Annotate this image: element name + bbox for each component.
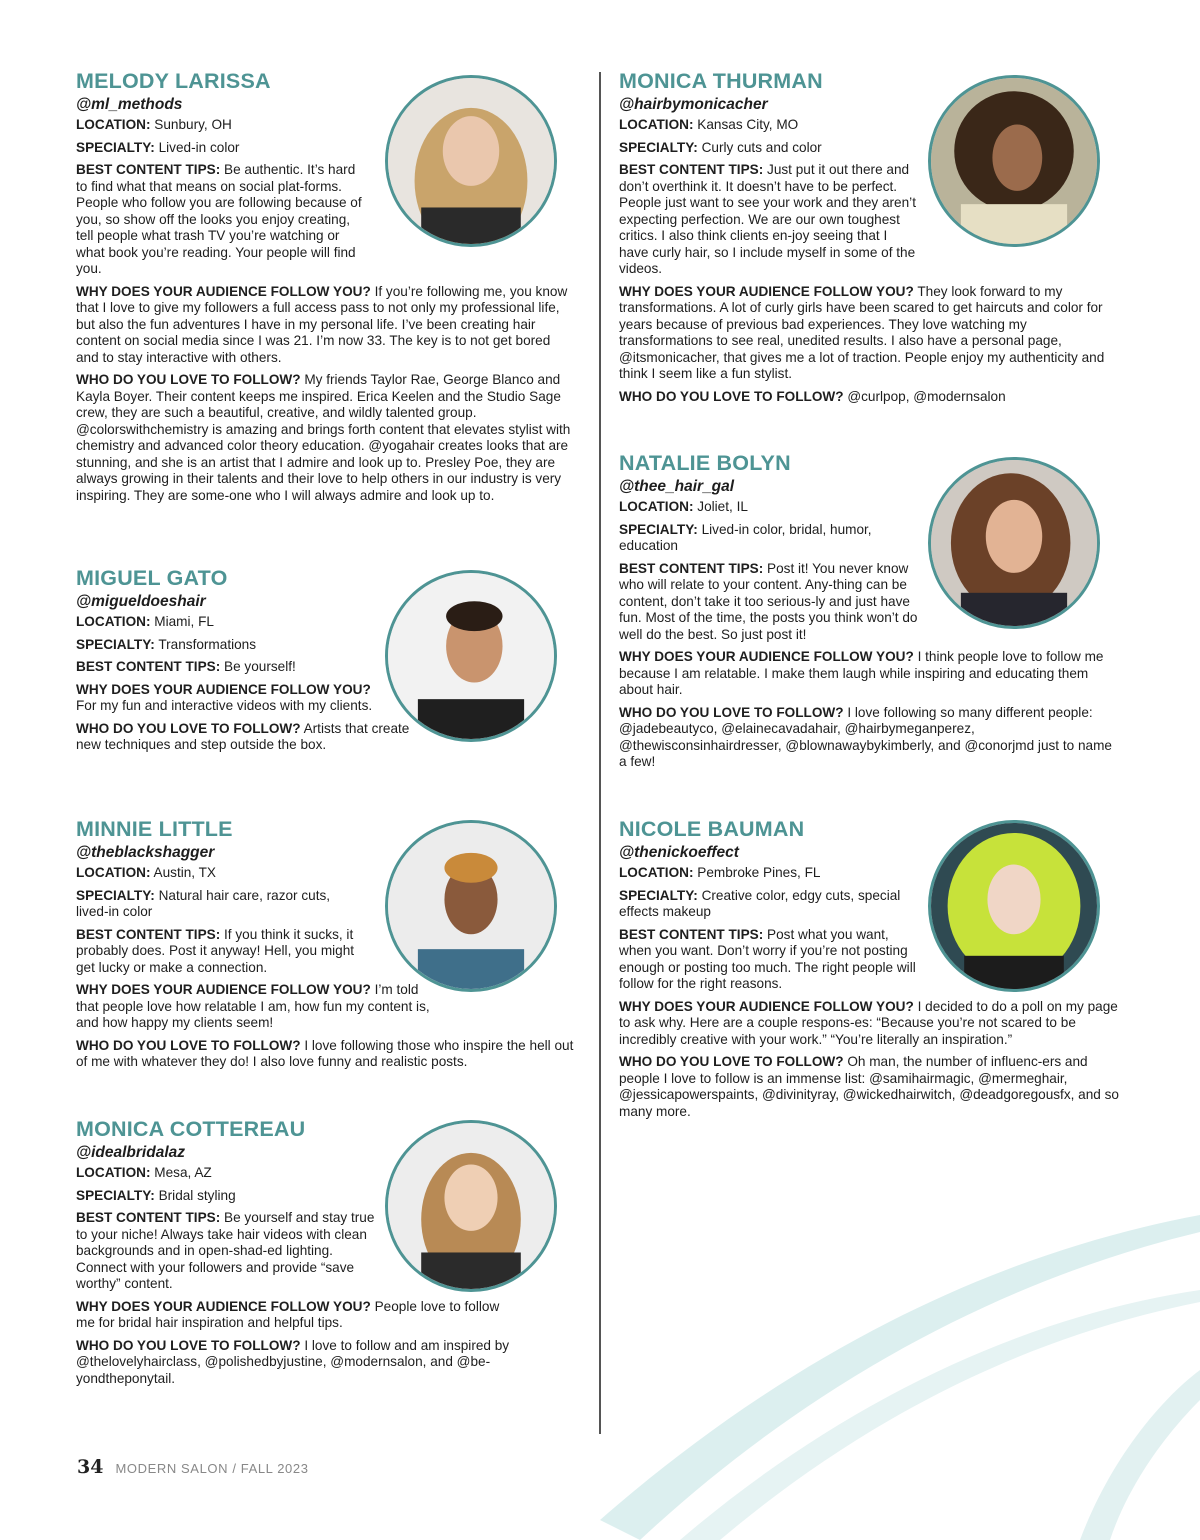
- tips-label: BEST CONTENT TIPS:: [76, 1210, 221, 1225]
- why-value: I think people love to follow me because I am relatable. I make them laugh while inspiring and educating them about hair.: [619, 649, 1104, 697]
- magazine-issue: MODERN SALON / FALL 2023: [115, 1461, 309, 1476]
- follow-value: I love following so many different people: @jadebeautyco, @elainecavadahair, @hairbymeganperez, @thewisconsinhairdresser, @blownawaybykimberly, and @conorjmd just to name a few!: [619, 704, 1112, 769]
- follow-field: [76, 1038, 576, 1071]
- tips-field: [619, 561, 931, 644]
- profile-handle: @thee_hair_gal: [619, 478, 735, 495]
- specialty-label: SPECIALTY:: [76, 1187, 155, 1203]
- follow-label: WHO DO YOU LOVE TO FOLLOW?: [619, 704, 844, 720]
- why-field: [76, 284, 576, 367]
- follow-field: [619, 705, 1119, 771]
- portrait-photo: [928, 457, 1100, 629]
- profile-handle: @hairbymonicacher: [619, 96, 768, 113]
- profile-handle: @theblackshagger: [76, 844, 215, 861]
- specialty-label: SPECIALTY:: [619, 887, 698, 903]
- specialty-value: Creative color, edgy cuts, special effects makeup: [619, 887, 901, 919]
- follow-label: WHO DO YOU LOVE TO FOLLOW?: [76, 372, 301, 387]
- tips-field: [76, 162, 366, 278]
- location-label: LOCATION:: [619, 499, 694, 514]
- tips-label: BEST CONTENT TIPS:: [76, 926, 221, 942]
- tips-field: [76, 1210, 381, 1293]
- follow-value: Oh man, the number of influenc-ers and people I love to follow is an immense list: @samihairmagic, @mermeghair, @jessicapowerspaints, @divinityray, @wickedhairwitch, @deadgoregousfx, and so many more.: [619, 1054, 1119, 1119]
- why-field: [76, 982, 436, 1032]
- profile-name: MIGUEL GATO: [76, 566, 228, 590]
- specialty-value: Lived-in color: [158, 139, 240, 155]
- location-value: Pembroke Pines, FL: [697, 865, 821, 880]
- specialty-value: Transformations: [158, 636, 257, 652]
- tips-value: Be yourself and stay true to your niche! Always take hair videos with clean backgrounds and in open-shad-ed lighting. Connect with your followers and provide “save worthy” content.: [76, 1210, 375, 1291]
- specialty-label: SPECIALTY:: [76, 887, 155, 903]
- location-value: Austin, TX: [153, 865, 216, 880]
- why-value: I’m told that people love how relatable I am, how fun my content is, and how happy my clients seem!: [76, 982, 430, 1030]
- profile-name: MELODY LARISSA: [76, 69, 271, 93]
- portrait-photo: [385, 820, 557, 992]
- follow-field: [76, 1338, 576, 1388]
- tips-label: BEST CONTENT TIPS:: [619, 560, 764, 576]
- profile-name: MONICA THURMAN: [619, 69, 823, 93]
- follow-value: Artists that create new techniques and step outside the box.: [76, 720, 410, 752]
- follow-label: WHO DO YOU LOVE TO FOLLOW?: [76, 1337, 301, 1353]
- follow-value: @curlpop, @modernsalon: [847, 388, 1006, 404]
- specialty-value: Curly cuts and color: [701, 139, 822, 155]
- follow-field: [76, 721, 411, 754]
- specialty-label: SPECIALTY:: [619, 521, 698, 537]
- location-value: Sunbury, OH: [154, 117, 232, 132]
- profile-name: MONICA COTTEREAU: [76, 1117, 306, 1141]
- location-label: LOCATION:: [619, 117, 694, 132]
- why-label: WHY DOES YOUR AUDIENCE FOLLOW YOU?: [619, 649, 914, 664]
- why-field: [76, 1299, 506, 1332]
- column-divider: [599, 72, 601, 1434]
- profile-name: NATALIE BOLYN: [619, 451, 791, 475]
- why-value: If you’re following me, you know that I love to give my followers a full access pass to not only my professional life, but also the fun adventures I have in my personal life. I’ve been creating hair content on social media since I was 21. I’m now 33. The key is to not get bored and to stay interactive with others.: [76, 283, 568, 365]
- why-label: WHY DOES YOUR AUDIENCE FOLLOW YOU?: [76, 681, 371, 697]
- follow-field: [619, 389, 1119, 406]
- tips-value: Post it! You never know who will relate to your content. Any-thing can be content, don’t take it too serious-ly and just have fun. Most of the time, the posts you think won’t do well do the best. So just post it!: [619, 560, 918, 642]
- specialty-field: [619, 522, 909, 555]
- location-value: Joliet, IL: [697, 499, 748, 514]
- follow-field: [619, 1054, 1119, 1120]
- location-value: Kansas City, MO: [697, 117, 799, 132]
- location-label: LOCATION:: [619, 865, 694, 880]
- follow-label: WHO DO YOU LOVE TO FOLLOW?: [619, 388, 844, 404]
- why-value: I decided to do a poll on my page to ask why. Here are a couple respons-es: “Because you’re not scared to be incredibly creative with your work.” “You’re literally an inspiration.”: [619, 998, 1118, 1047]
- location-value: Miami, FL: [154, 614, 214, 629]
- profile-handle: @migueldoeshair: [76, 593, 206, 610]
- why-value: They look forward to my transformations. A lot of curly girls have been scared to get haircuts and color for years because of previous bad experiences. They love watching my transformations to see real, unedited results. I also have a personal page, @itsmonicacher, that gives me a lot of traction. People enjoy my authenticity and think I seem like a fun stylist.: [619, 283, 1105, 381]
- follow-field: [76, 372, 576, 504]
- portrait-photo: [928, 820, 1100, 992]
- tips-field: [619, 927, 919, 993]
- why-field: [619, 999, 1119, 1049]
- page-number: 34: [77, 1456, 104, 1478]
- why-value: People love to follow me for bridal hair inspiration and helpful tips.: [76, 1298, 500, 1330]
- tips-field: [619, 162, 919, 278]
- why-value: For my fun and interactive videos with my clients.: [76, 698, 373, 713]
- follow-value: I love to follow and am inspired by @thelovelyhairclass, @polishedbyjustine, @modernsalon, and @be-yondtheponytail.: [76, 1337, 510, 1386]
- tips-label: BEST CONTENT TIPS:: [76, 659, 221, 674]
- portrait-photo: [928, 75, 1100, 247]
- why-field: [619, 284, 1119, 383]
- tips-field: [76, 927, 376, 977]
- specialty-value: Natural hair care, razor cuts, lived-in color: [76, 887, 331, 919]
- portrait-photo: [385, 1120, 557, 1292]
- specialty-label: SPECIALTY:: [76, 636, 155, 652]
- location-label: LOCATION:: [76, 614, 151, 629]
- tips-value: Be yourself!: [224, 659, 296, 674]
- specialty-field: [76, 888, 366, 921]
- location-label: LOCATION:: [76, 117, 151, 132]
- tips-value: Post what you want, when you want. Don’t worry if you’re not posting enough or posting too much. The right people will follow for the right reasons.: [619, 926, 916, 991]
- follow-value: I love following those who inspire the hell out of me with whatever they do! I also love funny and realistic posts.: [76, 1037, 574, 1069]
- why-label: WHY DOES YOUR AUDIENCE FOLLOW YOU?: [619, 998, 914, 1014]
- profile-name: MINNIE LITTLE: [76, 817, 233, 841]
- specialty-label: SPECIALTY:: [76, 139, 155, 155]
- portrait-photo: [385, 570, 557, 742]
- tips-value: Just put it out there and don’t overthink it. It doesn’t have to be perfect. People just want to see your work and they aren’t expecting perfection. We are our own toughest critics. I also think clients en-joy seeing that I have curly hair, so I include myself in some of the videos.: [619, 162, 916, 276]
- specialty-label: SPECIALTY:: [619, 139, 698, 155]
- portrait-photo: [385, 75, 557, 247]
- follow-label: WHO DO YOU LOVE TO FOLLOW?: [619, 1054, 844, 1069]
- follow-value: My friends Taylor Rae, George Blanco and Kayla Boyer. Their content keeps me inspired. Erica Keelen and the Studio Sage crew, they are such a beautiful, creative, and wildly talented group. @colorswithchemistry is amazing and brings forth content that elevates stylist with chemistry and advanced color theory education. @yogahair creates looks that are stunning, and she is an artist that I admire and look up to. Presley Poe, they are always growing in their talents and their love to help others in our industry is very inspiring. They are some-one who I will always admire and look up to.: [76, 372, 571, 503]
- specialty-value: Bridal styling: [158, 1187, 236, 1203]
- tips-label: BEST CONTENT TIPS:: [76, 162, 221, 177]
- profile-name: NICOLE BAUMAN: [619, 817, 805, 841]
- tips-value: Be authentic. It’s hard to find what that means on social plat-forms. People who follow you are following because of you, so show off the looks you enjoy creating, tell people what trash TV you’re watching or what book you’re reading. Your people will find you.: [76, 162, 362, 276]
- profile-handle: @thenickoeffect: [619, 844, 739, 861]
- why-field: [619, 649, 1119, 699]
- tips-label: BEST CONTENT TIPS:: [619, 926, 764, 942]
- why-label: WHY DOES YOUR AUDIENCE FOLLOW YOU?: [619, 283, 914, 299]
- specialty-field: [619, 888, 909, 921]
- why-label: WHY DOES YOUR AUDIENCE FOLLOW YOU?: [76, 1298, 371, 1314]
- location-label: LOCATION:: [76, 1165, 151, 1180]
- why-label: WHY DOES YOUR AUDIENCE FOLLOW YOU?: [76, 982, 371, 997]
- why-field: [76, 682, 381, 715]
- why-label: WHY DOES YOUR AUDIENCE FOLLOW YOU?: [76, 283, 371, 299]
- specialty-value: Lived-in color, bridal, humor, education: [619, 521, 872, 553]
- page-footer: [77, 1456, 309, 1478]
- location-value: Mesa, AZ: [154, 1165, 212, 1180]
- location-label: LOCATION:: [76, 865, 151, 880]
- tips-value: If you think it sucks, it probably does. Post it anyway! Hell, you might get lucky or make a connection.: [76, 926, 355, 975]
- follow-label: WHO DO YOU LOVE TO FOLLOW?: [76, 720, 301, 736]
- profile-handle: @idealbridalaz: [76, 1144, 186, 1161]
- profile-handle: @ml_methods: [76, 96, 183, 113]
- tips-label: BEST CONTENT TIPS:: [619, 162, 764, 177]
- follow-label: WHO DO YOU LOVE TO FOLLOW?: [76, 1037, 301, 1053]
